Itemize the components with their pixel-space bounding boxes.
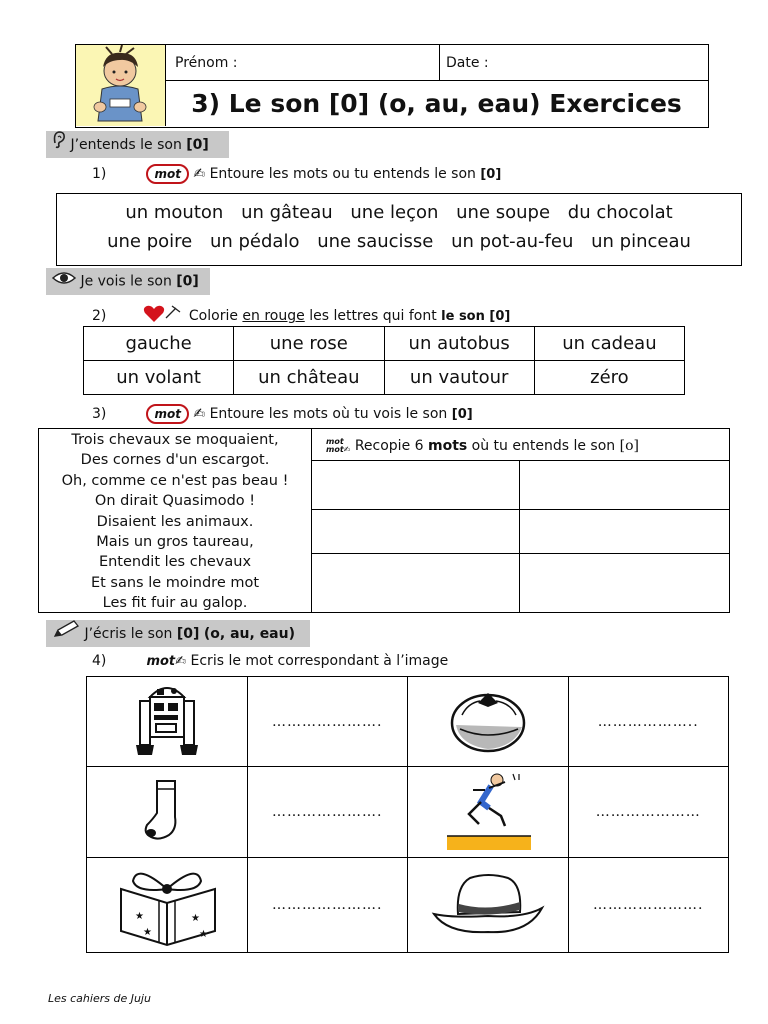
eye-icon xyxy=(52,268,76,295)
word-box xyxy=(56,193,742,266)
pencil-hand-icon: ✍ xyxy=(193,166,206,182)
table-row xyxy=(84,361,685,395)
word[interactable]: une poire xyxy=(107,231,193,252)
step-number: 4) xyxy=(92,653,107,669)
mot-mot-pencil-icon: mot mot✍ xyxy=(326,437,351,454)
answer-cell[interactable] xyxy=(312,554,520,612)
answer-cell[interactable] xyxy=(568,858,729,953)
word[interactable]: un gâteau xyxy=(241,202,333,223)
sock-icon xyxy=(87,767,248,858)
poem-line[interactable]: Entendit les chevaux xyxy=(98,554,252,571)
answer-cell[interactable] xyxy=(568,767,729,858)
worksheet-header xyxy=(75,44,709,128)
svg-text:★: ★ xyxy=(134,911,144,922)
answer-dots: …………………. xyxy=(593,897,704,913)
section-sound: [0] xyxy=(176,626,200,642)
answer-dots: ……………….. xyxy=(597,713,699,730)
step-4 xyxy=(92,653,448,669)
gift-icon xyxy=(87,858,248,953)
table-cell[interactable]: zéro xyxy=(534,361,684,395)
footer-credit: Les cahiers de Juju xyxy=(48,992,151,1005)
name-label: Prénom : xyxy=(175,55,238,71)
poem-line[interactable]: Les fit fuir au galop. xyxy=(102,595,248,612)
table-cell[interactable]: un château xyxy=(234,361,384,395)
step-number: 2) xyxy=(92,308,107,324)
word-row-2 xyxy=(57,231,741,252)
table-row xyxy=(84,327,685,361)
instruction-bold: le son [0] xyxy=(441,309,511,324)
answer-cell[interactable] xyxy=(520,510,729,554)
table-cell[interactable]: un cadeau xyxy=(534,327,684,361)
heart-pencil-icon xyxy=(142,304,184,328)
instruction-bold: mots xyxy=(427,438,468,454)
step-2 xyxy=(92,304,510,328)
pencil-icon xyxy=(52,620,80,648)
table-cell[interactable]: gauche xyxy=(84,327,234,361)
word[interactable]: un pédalo xyxy=(209,231,300,252)
tomato-icon xyxy=(408,677,569,767)
answer-cell[interactable] xyxy=(247,767,408,858)
answer-cell[interactable] xyxy=(247,677,408,767)
copy-words-box xyxy=(312,428,730,613)
table-cell[interactable]: un vautour xyxy=(384,361,534,395)
answer-dots: ………………… xyxy=(595,804,701,820)
poem-line[interactable]: Trois chevaux se moquaient, xyxy=(71,432,279,448)
word[interactable]: une saucisse xyxy=(317,231,434,252)
answer-cell[interactable] xyxy=(520,554,729,612)
instruction-underlined: en rouge xyxy=(242,308,305,324)
section-sound: [0] xyxy=(176,273,199,290)
color-table xyxy=(83,326,685,395)
section-label: J’entends le son xyxy=(70,137,187,153)
word-row-1 xyxy=(57,202,741,223)
instruction-text: Entoure les mots où tu vois le son xyxy=(209,406,452,422)
pencil-hand-icon: ✍ xyxy=(193,406,206,422)
badge-text: mot xyxy=(146,654,176,669)
answer-cell[interactable] xyxy=(312,510,520,554)
table-cell[interactable]: un autobus xyxy=(384,327,534,361)
instruction-sound: [0] xyxy=(480,167,502,182)
section-bar-see xyxy=(46,268,210,295)
answer-cell[interactable] xyxy=(568,677,729,767)
girl-avatar-icon xyxy=(76,45,166,126)
badge-top: mot xyxy=(326,437,344,446)
word[interactable]: une soupe xyxy=(456,202,551,223)
answer-cell[interactable] xyxy=(312,461,520,510)
instruction-text: Ecris le mot correspondant à l’image xyxy=(190,653,449,669)
image-words-table xyxy=(86,676,729,953)
robot-icon xyxy=(87,677,248,767)
badge-bottom: mot xyxy=(326,445,344,454)
poem-line[interactable]: On dirait Quasimodo ! xyxy=(94,493,256,510)
section-sound: [0] xyxy=(186,137,209,153)
mot-pencil-icon: mot✍ xyxy=(146,654,187,669)
step-1 xyxy=(92,164,501,184)
hat-icon xyxy=(408,858,569,953)
name-field[interactable] xyxy=(165,45,440,81)
word[interactable]: un pinceau xyxy=(591,231,691,252)
step-number: 1) xyxy=(92,166,107,182)
step-3 xyxy=(92,404,473,424)
ear-icon xyxy=(52,131,66,159)
answer-cell[interactable] xyxy=(520,461,729,510)
date-field[interactable] xyxy=(440,45,708,81)
svg-text:★: ★ xyxy=(142,927,152,938)
svg-text:★: ★ xyxy=(190,913,200,924)
word[interactable]: un mouton xyxy=(125,202,224,223)
date-label: Date : xyxy=(446,55,489,71)
instruction-text: Entoure les mots ou tu entends le son xyxy=(209,166,481,182)
jumping-boy-icon xyxy=(408,767,569,858)
poem-line[interactable]: Et sans le moindre mot xyxy=(90,574,260,591)
table-row xyxy=(87,677,729,767)
poem-line[interactable]: Mais un gros taureau, xyxy=(96,534,254,551)
poem-line[interactable]: Oh, comme ce n'est pas beau ! xyxy=(61,472,289,489)
word[interactable]: une leçon xyxy=(350,202,439,223)
poem-box xyxy=(38,428,312,613)
instruction-text: les lettres qui font xyxy=(304,308,442,324)
instruction-text: où tu entends le son xyxy=(467,438,620,454)
table-cell[interactable]: un volant xyxy=(84,361,234,395)
word[interactable]: du chocolat xyxy=(567,202,673,223)
answer-dots: …………………. xyxy=(272,897,383,913)
answer-dots: …………………. xyxy=(272,804,383,820)
instruction-sound: [0] xyxy=(451,407,473,422)
copy-instruction xyxy=(312,429,729,461)
mot-badge: mot xyxy=(146,404,188,424)
answer-cell[interactable] xyxy=(247,858,408,953)
page-title: 3) Le son [0] (o, au, eau) Exercices xyxy=(191,89,682,118)
word[interactable]: un pot-au-feu xyxy=(451,231,574,252)
instruction-sound: [o] xyxy=(619,438,639,454)
instruction-text: Colorie xyxy=(188,308,243,324)
poem-line[interactable]: Des cornes d'un escargot. xyxy=(80,452,270,469)
answer-dots: …………………. xyxy=(272,713,383,730)
section-bar-write xyxy=(46,620,310,647)
mot-badge: mot xyxy=(146,164,188,184)
svg-text:★: ★ xyxy=(198,929,208,940)
table-row xyxy=(87,767,729,858)
instruction-text: Recopie 6 xyxy=(354,438,428,454)
step-number: 3) xyxy=(92,406,107,422)
section-label: Je vois le son xyxy=(80,273,177,290)
section-label: J’écris le son xyxy=(84,626,177,642)
section-letters: (o, au, eau) xyxy=(203,626,295,642)
table-cell[interactable]: une rose xyxy=(234,327,384,361)
poem-line[interactable]: Disaient les animaux. xyxy=(96,513,254,530)
section-bar-hear xyxy=(46,131,229,158)
table-row xyxy=(87,858,729,953)
